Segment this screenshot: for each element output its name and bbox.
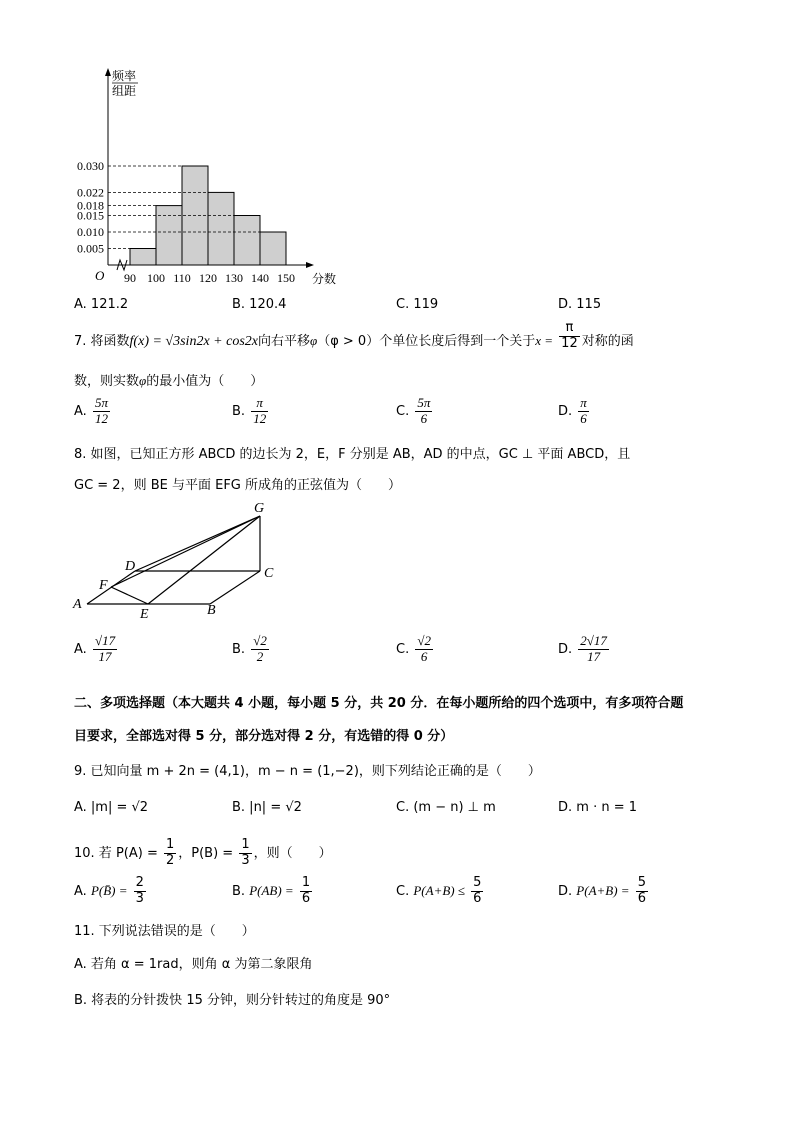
q9-stem: 9. 已知向量 m + 2n = (4,1)，m − n = (1,−2)，则下列结论正确的是（ ） [74, 764, 541, 779]
q10-option-b[interactable] [232, 876, 314, 907]
q10-d-letter: D. [558, 883, 573, 899]
q10-a-letter: A. [74, 883, 87, 899]
q10-d-expr: P(A+B) = [576, 882, 630, 898]
section-2-line1: 二、多项选择题（本大题共 4 小题，每小题 5 分，共 20 分．在每小题所给的四个选项中，有多项符合题 [74, 696, 684, 711]
x-tick-100: 100 [147, 271, 165, 285]
q8-option-c[interactable] [396, 634, 435, 665]
q7-phi: φ [310, 333, 318, 348]
q10-b-letter: B. [232, 883, 246, 899]
q10-b-num: 1 [301, 875, 311, 890]
y-tick-0.022: 0.022 [77, 185, 104, 200]
x-tick-120: 120 [199, 271, 217, 285]
q10-stem-c: ，则（ ） [253, 845, 332, 861]
section-2-line2: 目要求，全部选对得 5 分，部分选对得 2 分，有选错的得 0 分） [74, 729, 454, 744]
y-tick-0.010: 0.010 [77, 225, 104, 239]
q8-option-fraction [415, 634, 433, 665]
q6-option-a[interactable]: A. 121.2 [74, 297, 129, 312]
q10-half-num: 1 [165, 837, 175, 852]
q7-shift-text: 向右平移 [257, 334, 310, 349]
q7-stem-line2 [74, 370, 263, 389]
q7-phi-2: φ [139, 373, 147, 388]
origin-label: O [95, 268, 105, 283]
q7-option-fraction [93, 396, 110, 427]
edge-B-C [210, 571, 260, 604]
q7-option-letter: D. [558, 403, 577, 419]
q10-b-frac [300, 876, 312, 907]
denominator: 2 [256, 648, 264, 664]
numerator: 2√17 [580, 633, 607, 648]
histogram-bar-100-110 [156, 206, 182, 265]
denominator: 6 [420, 410, 428, 426]
q8-option-fraction [93, 634, 117, 665]
q8-option-d[interactable] [558, 634, 611, 665]
q8-option-letter: B. [232, 641, 250, 657]
histogram-bar-90-100 [130, 249, 156, 266]
y-axis-label-line1: 频率 [112, 69, 137, 83]
q10-d-num: 5 [637, 875, 646, 890]
y-tick-0.015: 0.015 [77, 208, 104, 223]
q10-option-c[interactable] [396, 876, 485, 907]
q10-b-expr: P(AB) = [249, 882, 294, 898]
axis-break [117, 260, 127, 270]
q8-option-letter: C. [396, 641, 414, 657]
denominator: 6 [420, 648, 428, 664]
q7-twelve: 12 [561, 336, 578, 351]
label-G: G [254, 501, 265, 516]
q6-option-b[interactable]: B. 120.4 [232, 297, 287, 312]
q9-option-a[interactable]: A. |m| = √2 [74, 800, 149, 815]
label-A: A [73, 597, 82, 612]
label-B: B [207, 603, 216, 618]
histogram-bar-120-130 [208, 192, 234, 265]
x-tick-140: 140 [251, 271, 269, 285]
q8-option-a[interactable] [74, 634, 119, 665]
q8-option-fraction [578, 634, 609, 665]
x-axis-arrow [306, 262, 314, 268]
q10-a-expr: P(B̄) = [90, 882, 128, 898]
label-F: F [99, 578, 108, 593]
x-tick-110: 110 [173, 271, 191, 285]
label-D: D [125, 559, 136, 574]
edge-F-E [111, 587, 148, 604]
numerator: 5π [417, 395, 431, 410]
x-tick-150: 150 [277, 271, 295, 285]
denominator: 12 [94, 410, 108, 426]
denominator: 12 [253, 410, 267, 426]
edge-G-F [111, 516, 260, 587]
q10-a-den: 3 [135, 890, 144, 906]
q7-option-fraction [251, 396, 268, 427]
q7-line2b: 的最小值为（ ） [146, 374, 264, 389]
q10-half [164, 838, 176, 869]
numerator: √2 [417, 633, 431, 648]
q7-pi: π [559, 321, 580, 337]
q10-option-a[interactable] [74, 876, 148, 907]
x-axis-label: 分数 [312, 272, 337, 286]
q7-tail: 对称的函 [581, 334, 634, 349]
q7-option-letter: B. [232, 403, 250, 419]
q10-half-den: 2 [165, 852, 175, 868]
denominator: 17 [587, 648, 601, 664]
edge-G-E [148, 516, 260, 604]
q6-option-d[interactable]: D. 115 [558, 297, 602, 312]
q7-option-fraction [415, 396, 432, 427]
q8-geometry-figure [70, 496, 290, 626]
q10-c-num: 5 [473, 875, 482, 890]
q10-third [239, 838, 251, 869]
y-tick-0.018: 0.018 [77, 198, 104, 213]
numerator: π [251, 396, 268, 412]
q7-after: 个单位长度后得到一个关于 [379, 334, 536, 349]
q9-option-c[interactable]: C. (m − n) ⊥ m [396, 800, 496, 815]
q11-option-a[interactable]: A. 若角 α = 1rad，则角 α 为第二象限角 [74, 957, 313, 972]
q7-x-eq: x = [535, 333, 554, 348]
y-axis-label-line2: 组距 [112, 84, 137, 98]
q6-option-c[interactable]: C. 119 [396, 297, 439, 312]
q7-option-a[interactable] [74, 396, 112, 427]
q10-b-den: 6 [301, 890, 311, 906]
q7-option-c[interactable] [396, 396, 434, 427]
q7-pi-over-12 [559, 321, 580, 352]
q10-stem-a: 10. 若 P(A) = [74, 845, 158, 861]
frequency-histogram [60, 60, 360, 292]
denominator: 6 [580, 410, 587, 426]
numerator: √17 [94, 633, 116, 648]
q10-third-den: 3 [241, 852, 250, 868]
q10-option-d[interactable] [558, 876, 650, 907]
q10-d-frac [636, 876, 648, 907]
q10-stem-b: ，P(B) = [178, 845, 234, 861]
q9-option-b[interactable]: B. |n| = √2 [232, 800, 302, 815]
y-tick-0.030: 0.030 [77, 159, 104, 173]
numerator: 5π [94, 395, 108, 410]
q7-option-letter: A. [74, 403, 91, 419]
q10-c-den: 6 [473, 890, 482, 906]
x-tick-90: 90 [124, 271, 136, 285]
q8-stem-line2: GC = 2，则 BE 与平面 EFG 所成角的正弦值为（ ） [74, 478, 402, 493]
q8-option-letter: A. [74, 641, 91, 657]
q10-c-frac [471, 876, 483, 907]
q7-stem-line1 [74, 320, 634, 352]
q9-option-d[interactable]: D. m · n = 1 [558, 800, 638, 815]
q7-function: f(x) = √3sin2x + cos2x [129, 334, 258, 349]
q7-option-fraction [578, 396, 589, 427]
q10-stem [74, 838, 332, 869]
q7-option-d[interactable] [558, 396, 591, 427]
q7-option-b[interactable] [232, 396, 270, 427]
numerator: π [580, 395, 587, 410]
q7-line2: 数，则实数 [74, 374, 140, 389]
denominator: 17 [98, 648, 112, 664]
q8-option-letter: D. [558, 641, 577, 657]
q10-a-num: 2 [135, 875, 144, 890]
q7-prefix: 7. 将函数 [74, 334, 130, 349]
y-axis-arrow [105, 68, 111, 76]
label-E: E [140, 607, 149, 622]
q10-c-expr: P(A+B) ≤ [413, 882, 465, 898]
q7-condition: （φ > 0） [317, 334, 380, 349]
y-tick-0.005: 0.005 [77, 241, 104, 256]
q8-option-fraction [251, 634, 269, 665]
histogram-bar-140-150 [260, 232, 286, 265]
x-tick-130: 130 [225, 271, 243, 285]
label-C: C [264, 566, 274, 581]
q10-third-num: 1 [241, 837, 250, 852]
histogram-bar-130-140 [234, 216, 260, 266]
edge-G-D [135, 516, 260, 571]
q8-stem-line1: 8. 如图，已知正方形 ABCD 的边长为 2，E，F 分别是 AB，AD 的中点，GC ⊥ 平面 ABCD，且 [74, 447, 631, 462]
q8-option-b[interactable] [232, 634, 271, 665]
q11-stem: 11. 下列说法错误的是（ ） [74, 924, 255, 939]
q10-c-letter: C. [396, 883, 410, 899]
q11-option-b[interactable]: B. 将表的分针拨快 15 分钟，则分针转过的角度是 90° [74, 993, 391, 1008]
q7-option-letter: C. [396, 403, 414, 419]
q10-d-den: 6 [637, 890, 646, 906]
q10-a-frac [134, 876, 146, 907]
numerator: √2 [253, 633, 267, 648]
